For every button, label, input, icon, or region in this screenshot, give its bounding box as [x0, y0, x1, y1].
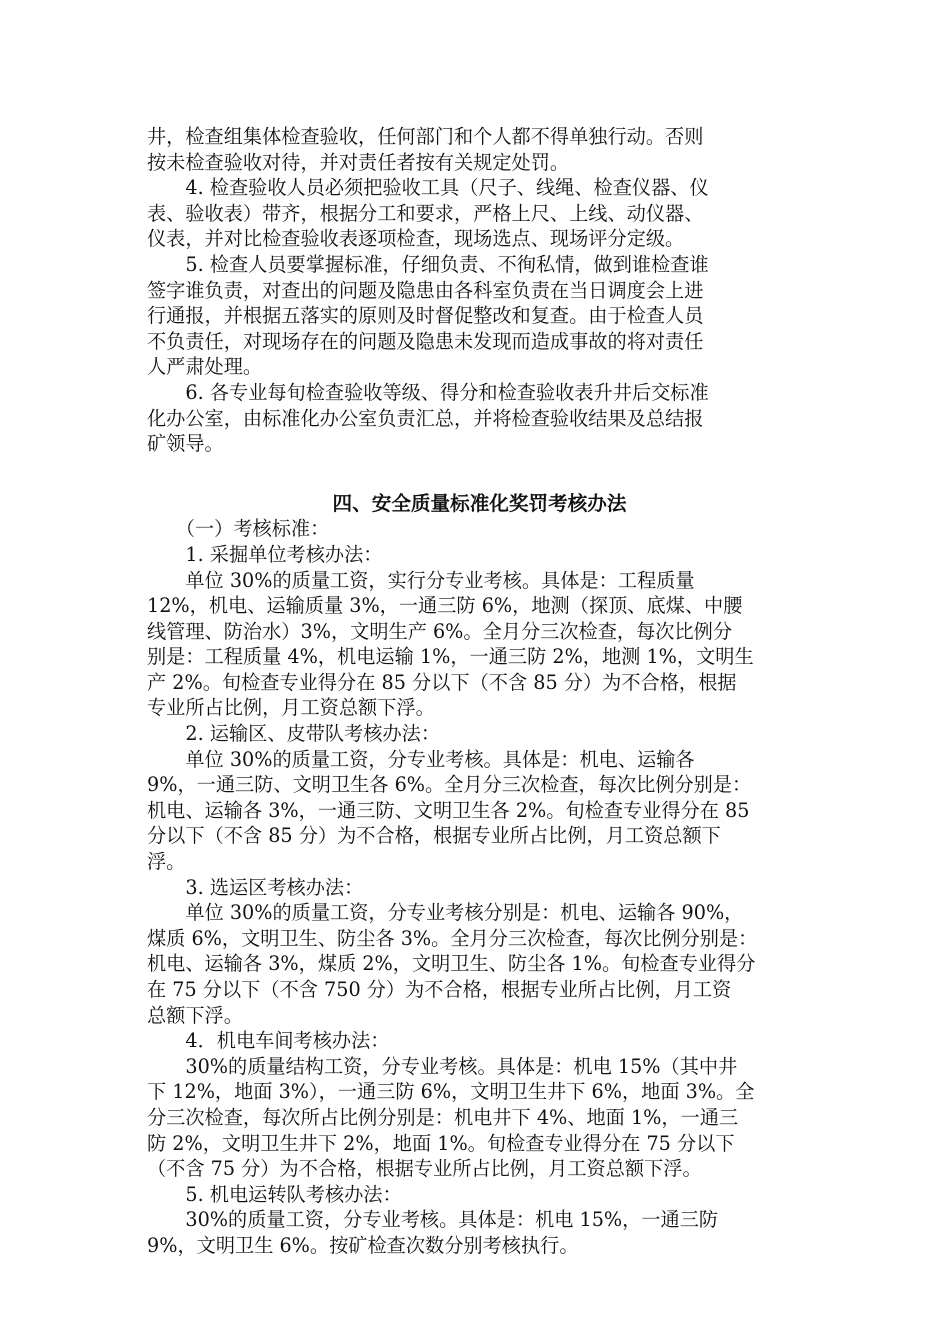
text-line: 产 2%。旬检查专业得分在 85 分以下（不含 85 分）为不合格，根据: [147, 670, 737, 694]
text-line: 线管理、防治水）3%，文明生产 6%。全月分三次检查，每次比例分: [147, 619, 733, 643]
section-spacer: [147, 457, 812, 491]
text-line: 分三次检查，每次所占比例分别是：机电井下 4%、地面 1%，一通三: [147, 1105, 739, 1129]
text-line: 化办公室，由标准化办公室负责汇总，并将检查验收结果及总结报: [147, 406, 704, 430]
text-line: 矿领导。: [147, 432, 224, 456]
text-line: 3. 选运区考核办法：: [147, 875, 364, 899]
text-line: 30%的质量工资，分专业考核。具体是：机电 15%，一通三防: [147, 1208, 719, 1232]
text-line: 4．机电车间考核办法：: [147, 1029, 390, 1053]
text-line: 别是：工程质量 4%，机电运输 1%，一通三防 2%，地测 1%，文明生: [147, 645, 754, 669]
text-line: （不含 75 分）为不合格，根据专业所占比例，月工资总额下浮。: [147, 1157, 702, 1181]
text-line: 机电、运输各 3%，煤质 2%，文明卫生、防尘各 1%。旬检查专业得分: [147, 952, 756, 976]
section-heading: 四、安全质量标准化奖罚考核办法: [332, 491, 627, 515]
text-line: 12%，机电、运输质量 3%，一通三防 6%，地测（探顶、底煤、中腰: [147, 594, 743, 618]
text-line: 表、验收表）带齐，根据分工和要求，严格上尺、上线、动仪器、: [147, 201, 704, 225]
paragraph-item-5: [147, 252, 812, 380]
text-line: 行通报，并根据五落实的原则及时督促整改和复查。由于检查人员: [147, 304, 704, 328]
paragraph-item-6: [147, 380, 812, 457]
text-line: 仪表，并对比检查验收表逐项检查，现场选点、现场评分定级。: [147, 227, 685, 251]
text-line: 9%，文明卫生 6%。按矿检查次数分别考核执行。: [147, 1233, 579, 1257]
text-line: 机电、运输各 3%，一通三防、文明卫生各 2%。旬检查专业得分在 85: [147, 798, 750, 822]
text-line: （一）考核标准：: [147, 517, 330, 541]
text-line: 6. 各专业每旬检查验收等级、得分和检查验收表升井后交标准: [147, 380, 709, 404]
text-line: 不负责任，对现场存在的问题及隐患未发现而造成事故的将对责任: [147, 329, 704, 353]
text-line: 5. 机电运转队考核办法：: [147, 1182, 402, 1206]
text-line: 1. 采掘单位考核办法：: [147, 542, 383, 566]
text-line: 4. 检查验收人员必须把验收工具（尺子、线绳、检查仪器、仪: [147, 176, 709, 200]
text-line: 签字谁负责，对查出的问题及隐患由各科室负责在当日调度会上进: [147, 278, 704, 302]
paragraph-inspection-acceptance: [147, 124, 812, 175]
text-line: 专业所占比例，月工资总额下浮。: [147, 696, 435, 720]
paragraph-item-4: [147, 175, 812, 252]
text-line: 人严肃处理。: [147, 355, 263, 379]
text-line: 防 2%，文明卫生井下 2%，地面 1%。旬检查专业得分在 75 分以下: [147, 1131, 735, 1155]
text-line: 煤质 6%，文明卫生、防尘各 3%。全月分三次检查，每次比例分别是：: [147, 926, 758, 950]
text-line: 单位 30%的质量工资，实行分专业考核。具体是：工程质量: [147, 568, 695, 592]
text-line: 30%的质量结构工资，分专业考核。具体是：机电 15%（其中井: [147, 1054, 738, 1078]
text-line: 下 12%，地面 3%），一通三防 6%，文明卫生井下 6%，地面 3%。全: [147, 1080, 755, 1104]
section-4-body: [147, 516, 812, 1258]
text-line: 分以下（不含 85 分）为不合格，根据专业所占比例，月工资总额下: [147, 824, 721, 848]
text-line: 9%，一通三防、文明卫生各 6%。全月分三次检查，每次比例分别是：: [147, 773, 752, 797]
text-line: 单位 30%的质量工资，分专业考核。具体是：机电、运输各: [147, 747, 695, 771]
text-line: 5. 检查人员要掌握标准，仔细负责、不徇私情，做到谁检查谁: [147, 252, 709, 276]
text-line: 2. 运输区、皮带队考核办法：: [147, 722, 441, 746]
text-line: 单位 30%的质量工资，分专业考核分别是：机电、运输各 90%，: [147, 901, 744, 925]
text-line: 浮。: [147, 850, 186, 874]
text-line: 按未检查验收对待，并对责任者按有关规定处罚。: [147, 150, 570, 174]
document-body: [147, 124, 812, 1259]
text-line: 总额下浮。: [147, 1003, 243, 1027]
text-line: 在 75 分以下（不含 750 分）为不合格，根据专业所占比例，月工资: [147, 978, 732, 1001]
text-line: 井，检查组集体检查验收，任何部门和个人都不得单独行动。否则: [147, 125, 704, 148]
